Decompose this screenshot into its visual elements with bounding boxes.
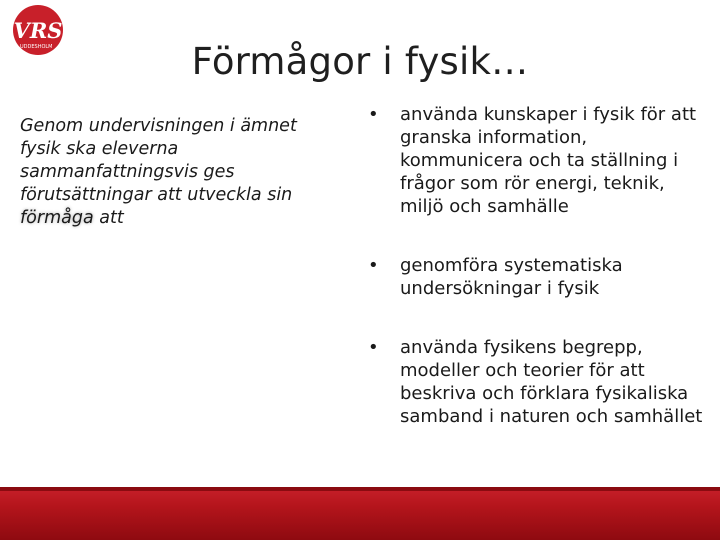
bullet-marker: •	[368, 104, 379, 125]
intro-highlight: förmåga	[20, 208, 94, 228]
intro-text-before: Genom undervisningen i ämnet fysik ska eleverna sammanfattningsvis ges förutsättningar att utveckla sin	[20, 116, 297, 205]
intro-text	[20, 115, 340, 230]
logo-icon	[0, 0, 78, 64]
bullet-marker: •	[368, 255, 379, 276]
intro-text-after: att	[93, 208, 124, 228]
slide-title: Förmågor i fysik…	[191, 40, 529, 83]
list-item	[368, 103, 708, 218]
logo-letters: VRS	[13, 18, 63, 43]
list-item-text: genomföra systematiska undersökningar i fysik	[400, 255, 623, 299]
logo-caption: UDDESHOLM	[20, 44, 53, 50]
list-item-text: använda kunskaper i fysik för att granska information, kommunicera och ta ställning i frågor som rör energi, teknik, miljö och samhälle	[400, 104, 697, 217]
list-item-text: använda fysikens begrepp, modeller och teorier för att beskriva och förklara fysikaliska samband i naturen och samhället	[400, 337, 703, 427]
list-item	[368, 336, 708, 428]
bullet-marker: •	[368, 337, 379, 358]
list-item	[368, 254, 708, 300]
ability-list	[368, 103, 708, 428]
footer-bar	[0, 487, 720, 540]
school-logo	[0, 0, 78, 64]
